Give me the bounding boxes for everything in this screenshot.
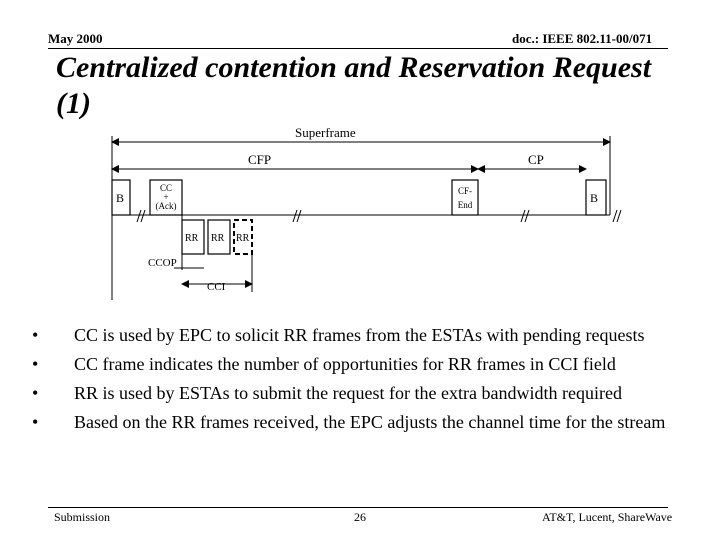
cf-end-label-line1: CF-	[457, 186, 473, 196]
bullet-text: RR is used by ESTAs to submit the request for the extra bandwidth required	[74, 383, 622, 403]
cci-label: CCI	[207, 281, 226, 293]
bullet-item	[32, 411, 684, 434]
bullet-item	[32, 324, 684, 347]
cf-end-label-line2: End	[457, 200, 473, 210]
rr-slot-3-label: RR	[236, 233, 250, 244]
footer-rule	[48, 507, 668, 508]
header-date: May 2000	[48, 31, 103, 46]
break-symbol-1	[137, 210, 145, 222]
bullet-item	[32, 353, 684, 376]
beacon-right-label: B	[590, 191, 599, 205]
cc-label-line1: CC	[159, 183, 173, 193]
cfp-label: CFP	[248, 152, 272, 167]
rr-slot-2-label: RR	[211, 233, 225, 244]
bullet-list	[32, 324, 684, 440]
bullet-item	[32, 382, 684, 405]
bullet-dot: •	[32, 383, 39, 403]
footer-authors: AT&T, Lucent, ShareWave	[542, 510, 673, 524]
bullet-dot: •	[32, 325, 39, 345]
rr-slot-1-label: RR	[185, 233, 199, 244]
cp-label: CP	[528, 152, 544, 167]
break-symbol-3	[521, 210, 529, 222]
break-symbol-2	[293, 210, 301, 222]
break-symbol-4	[613, 210, 621, 222]
bullet-dot: •	[32, 412, 39, 432]
bullet-text: CC is used by EPC to solicit RR frames from the ESTAs with pending requests	[74, 325, 645, 345]
slide-title: Centralized contention and Reservation Request (1)	[56, 51, 652, 120]
bullet-dot: •	[32, 354, 39, 374]
footer-submission: Submission	[54, 510, 111, 524]
ccop-label: CCOP	[148, 257, 177, 269]
header-doc-id: doc.: IEEE 802.11-00/071	[512, 31, 653, 46]
footer-page-number: 26	[354, 510, 366, 524]
bullet-text: Based on the RR frames received, the EPC adjusts the channel time for the stream	[74, 412, 666, 432]
cc-label-line2: +	[163, 192, 169, 202]
cc-label-line3: (Ack)	[155, 201, 177, 211]
beacon-left-label: B	[116, 191, 125, 205]
superframe-label: Superframe	[295, 125, 356, 140]
bullet-text: CC frame indicates the number of opportunities for RR frames in CCI field	[74, 354, 616, 374]
